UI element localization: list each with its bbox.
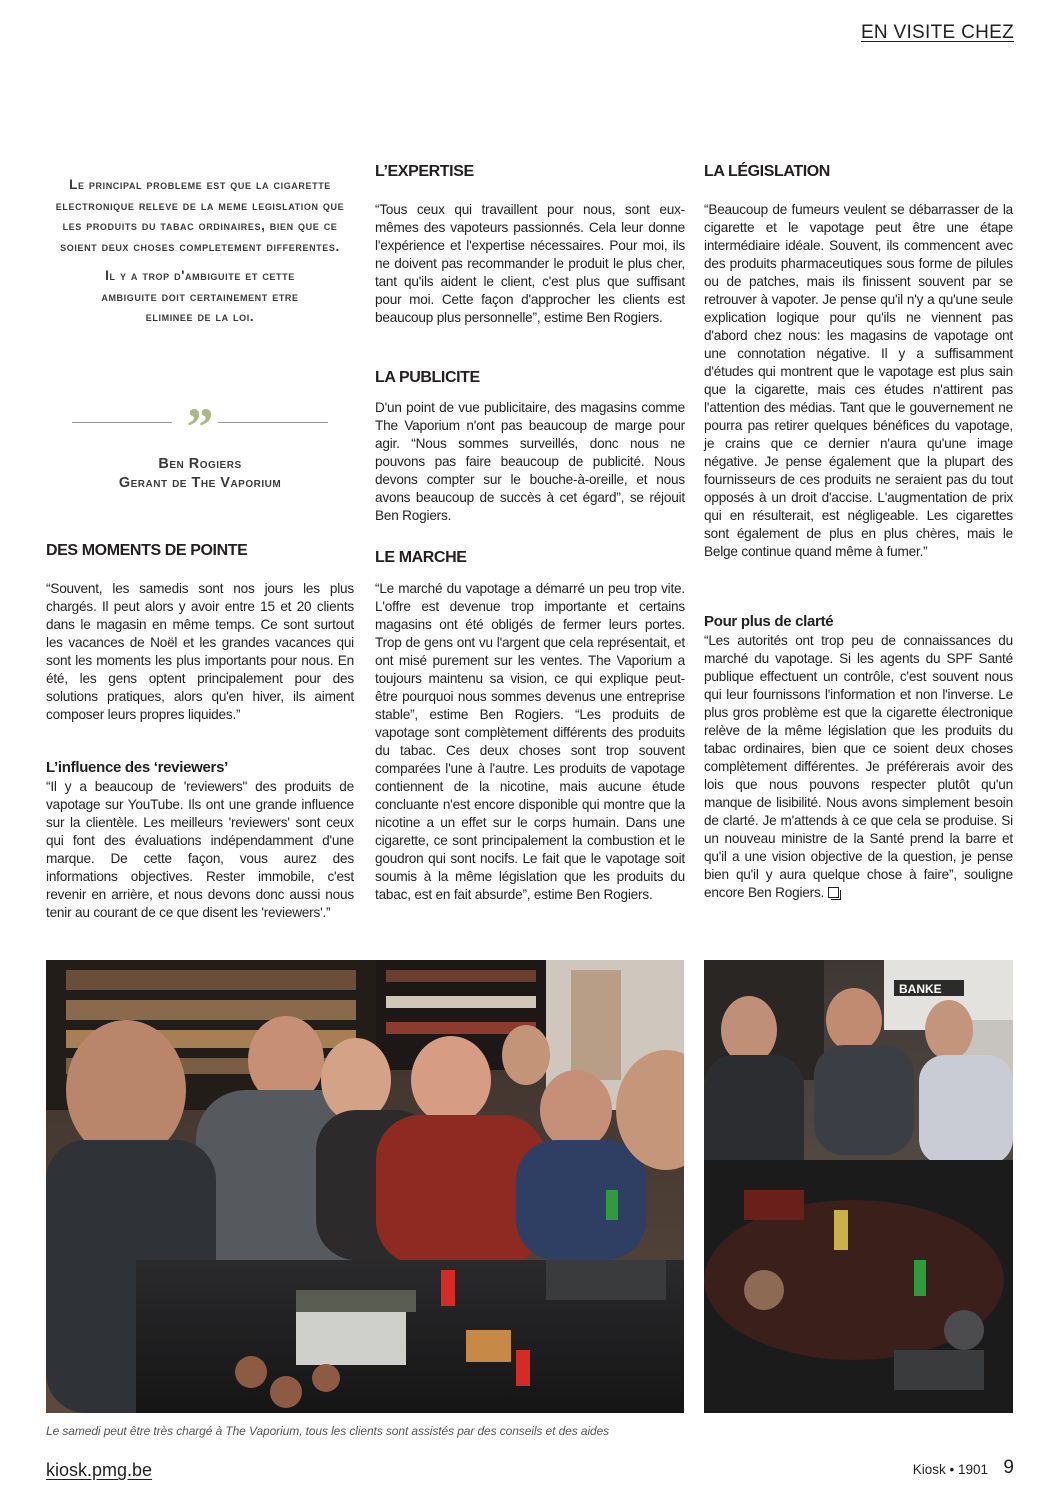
byline <box>46 455 354 493</box>
paragraph-influence: “Il y a beaucoup de 'reviewers" des produits de vapotage sur YouTube. Ils ont une grande influence sur la clientèle. Les meilleurs 'reviewers' sont ceux qui font des évaluations indépendamment d'une marque. De cette façon, vous aurez des informations objectives. Rester immobile, c'est revenir en arrière, et nous devons donc aussi nous tenir au courant de ce que disent les 'reviewers'.” <box>46 779 354 920</box>
paragraph-marche: “Le marché du vapotage a démarré un peu trop vite. L'offre est devenue trop importante et certains magasins ont été obligés de fermer leurs portes. Trop de gens ont vu l'argent que cela représentait, et ont misé purement sur les ventes. The Vaporium a toujours maintenu sa vision, ce qui explique peut-être pourquoi nous sommes devenus une entreprise stable”, estime Ben Rogiers. “Les produits de vapotage sont complètement différents des produits du tabac. Ces deux choses sont trop souvent comparées l'une à l'autre. Les produits de vapotage contiennent de la nicotine, mais aucune étude concluante n'est encore disponible qui montre que la nicotine a un effet sur le corps humain. Dans une cigarette, ce sont principalement la combustion et le goudron qui sont nocifs. Le fait que le vapotage soit soumis à la même législation que les produits du tabac, est en fait absurde”, estime Ben Rogiers. <box>375 581 685 902</box>
page-number: 9 <box>1003 1457 1014 1478</box>
heading-moments: DES MOMENTS DE POINTE <box>46 542 248 559</box>
photo-sign-text: BANKE <box>899 982 942 996</box>
paragraph-moments: “Souvent, les samedis sont nos jours les plus chargés. Il peut alors y avoir entre 15 et 20 clients dans le magasin en même temps. Ce sont surtout les vacances de Noël et les grandes vacances qui sont les moments les plus importants pour nous. En été, les gens optent principalement pour des solutions pratiques, alors qu'en hiver, ils aiment composer leurs propres liquides.” <box>46 581 354 722</box>
photo-workshop-side <box>704 960 1013 1413</box>
quote-mark-icon: ” <box>186 397 214 457</box>
photo-workshop-wide-image <box>46 960 684 1413</box>
divider <box>218 422 328 423</box>
byline-role: Gerant de The Vaporium <box>118 475 282 491</box>
pull-quote-paragraph: Le principal probleme est que la cigarette electronique releve de la meme legislation que les produits du tabac ordinaires, bien que ce soient deux choses completement differentes. <box>55 177 345 254</box>
pull-quote-paragraph: Il y a trop d'ambiguite et cette ambiguite doit certainement etre eliminee de la loi. <box>101 268 299 324</box>
photo-caption: Le samedi peut être très chargé à The Vaporium, tous les clients sont assistés par des conseils et des aides <box>46 1424 610 1438</box>
heading-expertise: L’EXPERTISE <box>375 163 474 180</box>
heading-clarte: Pour plus de clarté <box>704 613 834 630</box>
heading-marche: LE MARCHE <box>375 549 467 566</box>
heading-legislation: LA LÉGISLATION <box>704 163 830 180</box>
byline-name: Ben Rogiers <box>158 456 242 472</box>
section-tag: EN VISITE CHEZ <box>860 22 1014 43</box>
pull-quote <box>46 175 354 337</box>
paragraph-legislation: “Beaucoup de fumeurs veulent se débarrasser de la cigarette et le vapotage peut être une étape intermédiaire idéale. Souvent, ils commencent avec des produits pharmaceutiques sous forme de pilules ou de patches, mais ils finissent souvent par se retrouver à vapoter. Je pense qu'il n'y a qu'une seule explication logique pour qu'ils ne viennent pas d'abord chez nous: les magasins de vapotage ont une connotation négative. Il y a suffisamment d'études qui montrent que le vapotage est plus sain que la cigarette, mais ces études n'attirent pas l'attention des médias. Tant que le gouvernement ne pourra pas retirer quelques bénéfices du vapotage, je crains que ce dernier n'aura qu'une image négative. Je pense également que la plupart des fournisseurs de ces produits ne seraient pas du tout opposés à un droit d'accise. L'augmentation de prix qui en résulterait, est négligeable. Les cigarettes sont également de plus en plus chères, mais le Belge continue quand même à fumer.” <box>704 202 1013 559</box>
footer-magazine: Kiosk • 1901 <box>912 1462 988 1477</box>
photo-workshop-wide <box>46 960 684 1413</box>
heading-influence: L’influence des ‘reviewers’ <box>46 759 228 776</box>
photo-workshop-side-image <box>704 960 1013 1413</box>
paragraph-clarte <box>704 632 1013 902</box>
footer-website-link[interactable]: kiosk.pmg.be <box>46 1460 153 1480</box>
end-mark-icon <box>828 887 839 898</box>
paragraph-publicite: D'un point de vue publicitaire, des magasins comme The Vaporium n'ont pas beaucoup de marge pour agir. “Nous sommes surveillés, donc nous ne pouvons pas faire beaucoup de publicité. Nous devons compter sur le bouche-à-oreille, et nous avons beaucoup de succès à cet égard”, se réjouit Ben Rogiers. <box>375 400 685 523</box>
paragraph-expertise: “Tous ceux qui travaillent pour nous, sont eux-mêmes des vapoteurs passionnés. Cela leur donne l'expérience et l'expertise nécessaires. Pour moi, ils ne doivent pas recommander le produit le plus cher, tant qu'ils aident le client, c'est plus que suffisant pour moi. Cette façon d'approcher les clients est beaucoup plus personnelle”, estime Ben Rogiers. <box>375 202 685 325</box>
heading-publicite: LA PUBLICITE <box>375 369 480 386</box>
divider <box>72 422 172 423</box>
paragraph-clarte-text: “Les autorités ont trop peu de connaissances du marché du vapotage. Si les agents du SPF Santé publique effectuent un contrôle, c'est souvent nous qui leur fournissons l'information et non l'inverse. Le plus gros problème est que la cigarette électronique relève de la même législation que les produits du tabac ordinaires, bien que ce soient deux choses complètement différentes. Je préférerais avoir des lois que nous pouvons respecter plutôt qu'un manque de lisibilité. Nous avons simplement besoin de clarté. Je m'attends à ce que cela se produise. Si un nouveau ministre de la Santé prend la barre et qu'il a une vision objective de la question, je pense bien qu'il y aura quelque chose à faire”, souligne encore Ben Rogiers. <box>704 633 1013 900</box>
